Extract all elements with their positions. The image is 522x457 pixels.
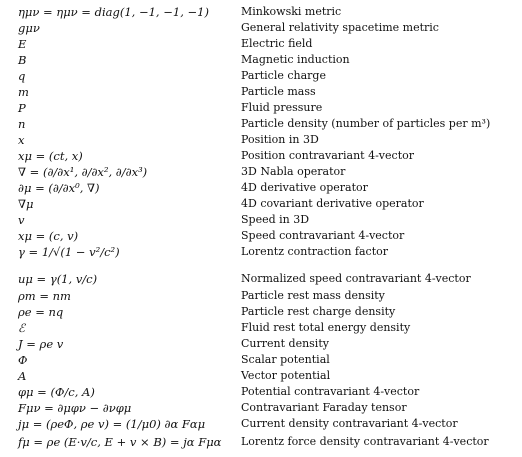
symbol-cell: fμ = ρe (E·v/c, E + v × B) = jα Fμα	[18, 435, 222, 449]
description-cell: Minkowski metric	[241, 5, 342, 18]
symbol-cell: γ = 1/√(1 − v²/c²)	[18, 245, 120, 259]
table-row	[0, 4, 522, 20]
symbol-cell: Fμν = ∂μφν − ∂νφμ	[18, 401, 132, 415]
table-row	[0, 132, 522, 148]
symbol-cell: q	[18, 69, 26, 83]
symbol-cell: J = ρe v	[18, 337, 64, 351]
table-row	[0, 36, 522, 52]
description-cell: Particle charge	[241, 69, 326, 82]
table-row	[0, 84, 522, 100]
symbol-cell: ∇ = (∂/∂x¹, ∂/∂x², ∂/∂x³)	[18, 165, 148, 179]
description-cell: Position contravariant 4-vector	[241, 149, 414, 162]
table-row	[0, 148, 522, 164]
table-row	[0, 244, 522, 260]
description-cell: Magnetic induction	[241, 53, 350, 66]
table-row	[0, 52, 522, 68]
description-cell: 4D covariant derivative operator	[241, 197, 424, 210]
table-row	[0, 288, 522, 304]
table-row	[0, 320, 522, 336]
description-cell: Scalar potential	[241, 353, 330, 366]
table-row	[0, 384, 522, 400]
table-row	[0, 434, 522, 450]
symbol-cell: A	[18, 369, 27, 383]
description-cell: Particle rest mass density	[241, 289, 385, 302]
table-row	[0, 228, 522, 244]
symbol-cell: gμν	[18, 21, 40, 35]
symbol-cell: B	[18, 53, 27, 67]
table-row	[0, 116, 522, 132]
description-cell: Position in 3D	[241, 133, 319, 146]
description-cell: Fluid pressure	[241, 101, 323, 114]
symbol-cell: xμ = (c, v)	[18, 229, 79, 243]
description-cell: Speed contravariant 4-vector	[241, 229, 405, 242]
table-row	[0, 336, 522, 352]
description-cell: Lorentz force density contravariant 4-vector	[241, 435, 489, 448]
description-cell: 4D derivative operator	[241, 181, 368, 194]
symbol-cell: φμ = (Φ/c, A)	[18, 385, 95, 399]
description-cell: 3D Nabla operator	[241, 165, 346, 178]
symbol-cell: P	[18, 101, 26, 115]
table-row	[0, 196, 522, 212]
table-row	[0, 164, 522, 180]
symbol-cell: Φ	[18, 353, 28, 367]
symbol-cell: n	[18, 117, 26, 131]
description-cell: Particle rest charge density	[241, 305, 396, 318]
description-cell: General relativity spacetime metric	[241, 21, 439, 34]
symbol-cell: ℰ	[18, 321, 25, 335]
symbol-cell: v	[18, 213, 25, 227]
symbol-cell: ρe = nq	[18, 305, 64, 319]
description-cell: Vector potential	[241, 369, 331, 382]
symbol-cell: ∇μ	[18, 197, 34, 211]
table-row	[0, 352, 522, 368]
table-row	[0, 271, 522, 287]
symbol-cell: uμ = γ(1, v/c)	[18, 272, 98, 286]
description-cell: Contravariant Faraday tensor	[241, 401, 407, 414]
table-row	[0, 400, 522, 416]
description-cell: Current density	[241, 337, 329, 350]
table-row	[0, 304, 522, 320]
description-cell: Normalized speed contravariant 4-vector	[241, 272, 471, 285]
table-row	[0, 68, 522, 84]
description-cell: Electric field	[241, 37, 313, 50]
symbol-cell: ∂μ = (∂/∂x⁰, ∇)	[18, 181, 100, 195]
table-row	[0, 180, 522, 196]
description-cell: Particle density (number of particles per m³)	[241, 117, 491, 130]
symbol-cell: jμ = (ρeΦ, ρe v) = (1/μ0) ∂α Fαμ	[18, 417, 206, 431]
table-row	[0, 100, 522, 116]
symbol-cell: m	[18, 85, 29, 99]
description-cell: Potential contravariant 4-vector	[241, 385, 420, 398]
table-row	[0, 368, 522, 384]
description-cell: Lorentz contraction factor	[241, 245, 388, 258]
description-cell: Current density contravariant 4-vector	[241, 417, 458, 430]
table-row	[0, 20, 522, 36]
description-cell: Speed in 3D	[241, 213, 310, 226]
symbol-cell: xμ = (ct, x)	[18, 149, 83, 163]
symbol-cell: ημν = ημν = diag(1, −1, −1, −1)	[18, 5, 209, 19]
table-row	[0, 416, 522, 432]
symbol-cell: ρm = nm	[18, 289, 71, 303]
description-cell: Fluid rest total energy density	[241, 321, 411, 334]
description-cell: Particle mass	[241, 85, 316, 98]
table-row	[0, 212, 522, 228]
symbol-cell: x	[18, 133, 25, 147]
symbol-cell: E	[18, 37, 27, 51]
